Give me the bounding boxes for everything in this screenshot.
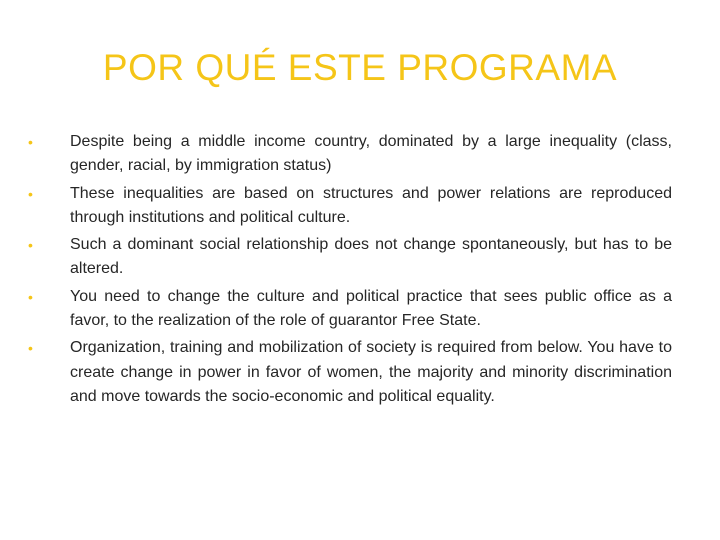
bullet-item [28, 336, 672, 409]
bullet-item [28, 130, 672, 179]
bullet-text: Organization, training and mobilization of society is required from below. You have to create change in power in favor of women, the majority and minority discrimination and move towards the socio-economic and political equality. [70, 339, 672, 405]
bullet-icon: • [28, 288, 33, 305]
slide-title: POR QUÉ ESTE PROGRAMA [102, 47, 618, 88]
bullet-icon: • [28, 134, 33, 150]
bullet-text: Despite being a middle income country, dominated by a large inequality (class, gender, racial, by immigration status) [70, 133, 672, 175]
bullet-text: These inequalities are based on structures and power relations are reproduced through institutions and political culture. [70, 184, 672, 226]
bullet-icon: • [28, 237, 33, 254]
bullet-item [28, 182, 672, 231]
bullet-text: You need to change the culture and political practice that sees public office as a favor, to the realization of the role of guarantor Free State. [70, 287, 672, 330]
bullet-icon: • [28, 340, 33, 357]
bullet-item [28, 233, 672, 282]
bullet-text: Such a dominant social relationship does not change spontaneously, but has to be altered. [70, 236, 672, 278]
bullet-icon: • [28, 185, 33, 202]
bullet-item [28, 285, 672, 334]
bullet-list [28, 130, 672, 412]
